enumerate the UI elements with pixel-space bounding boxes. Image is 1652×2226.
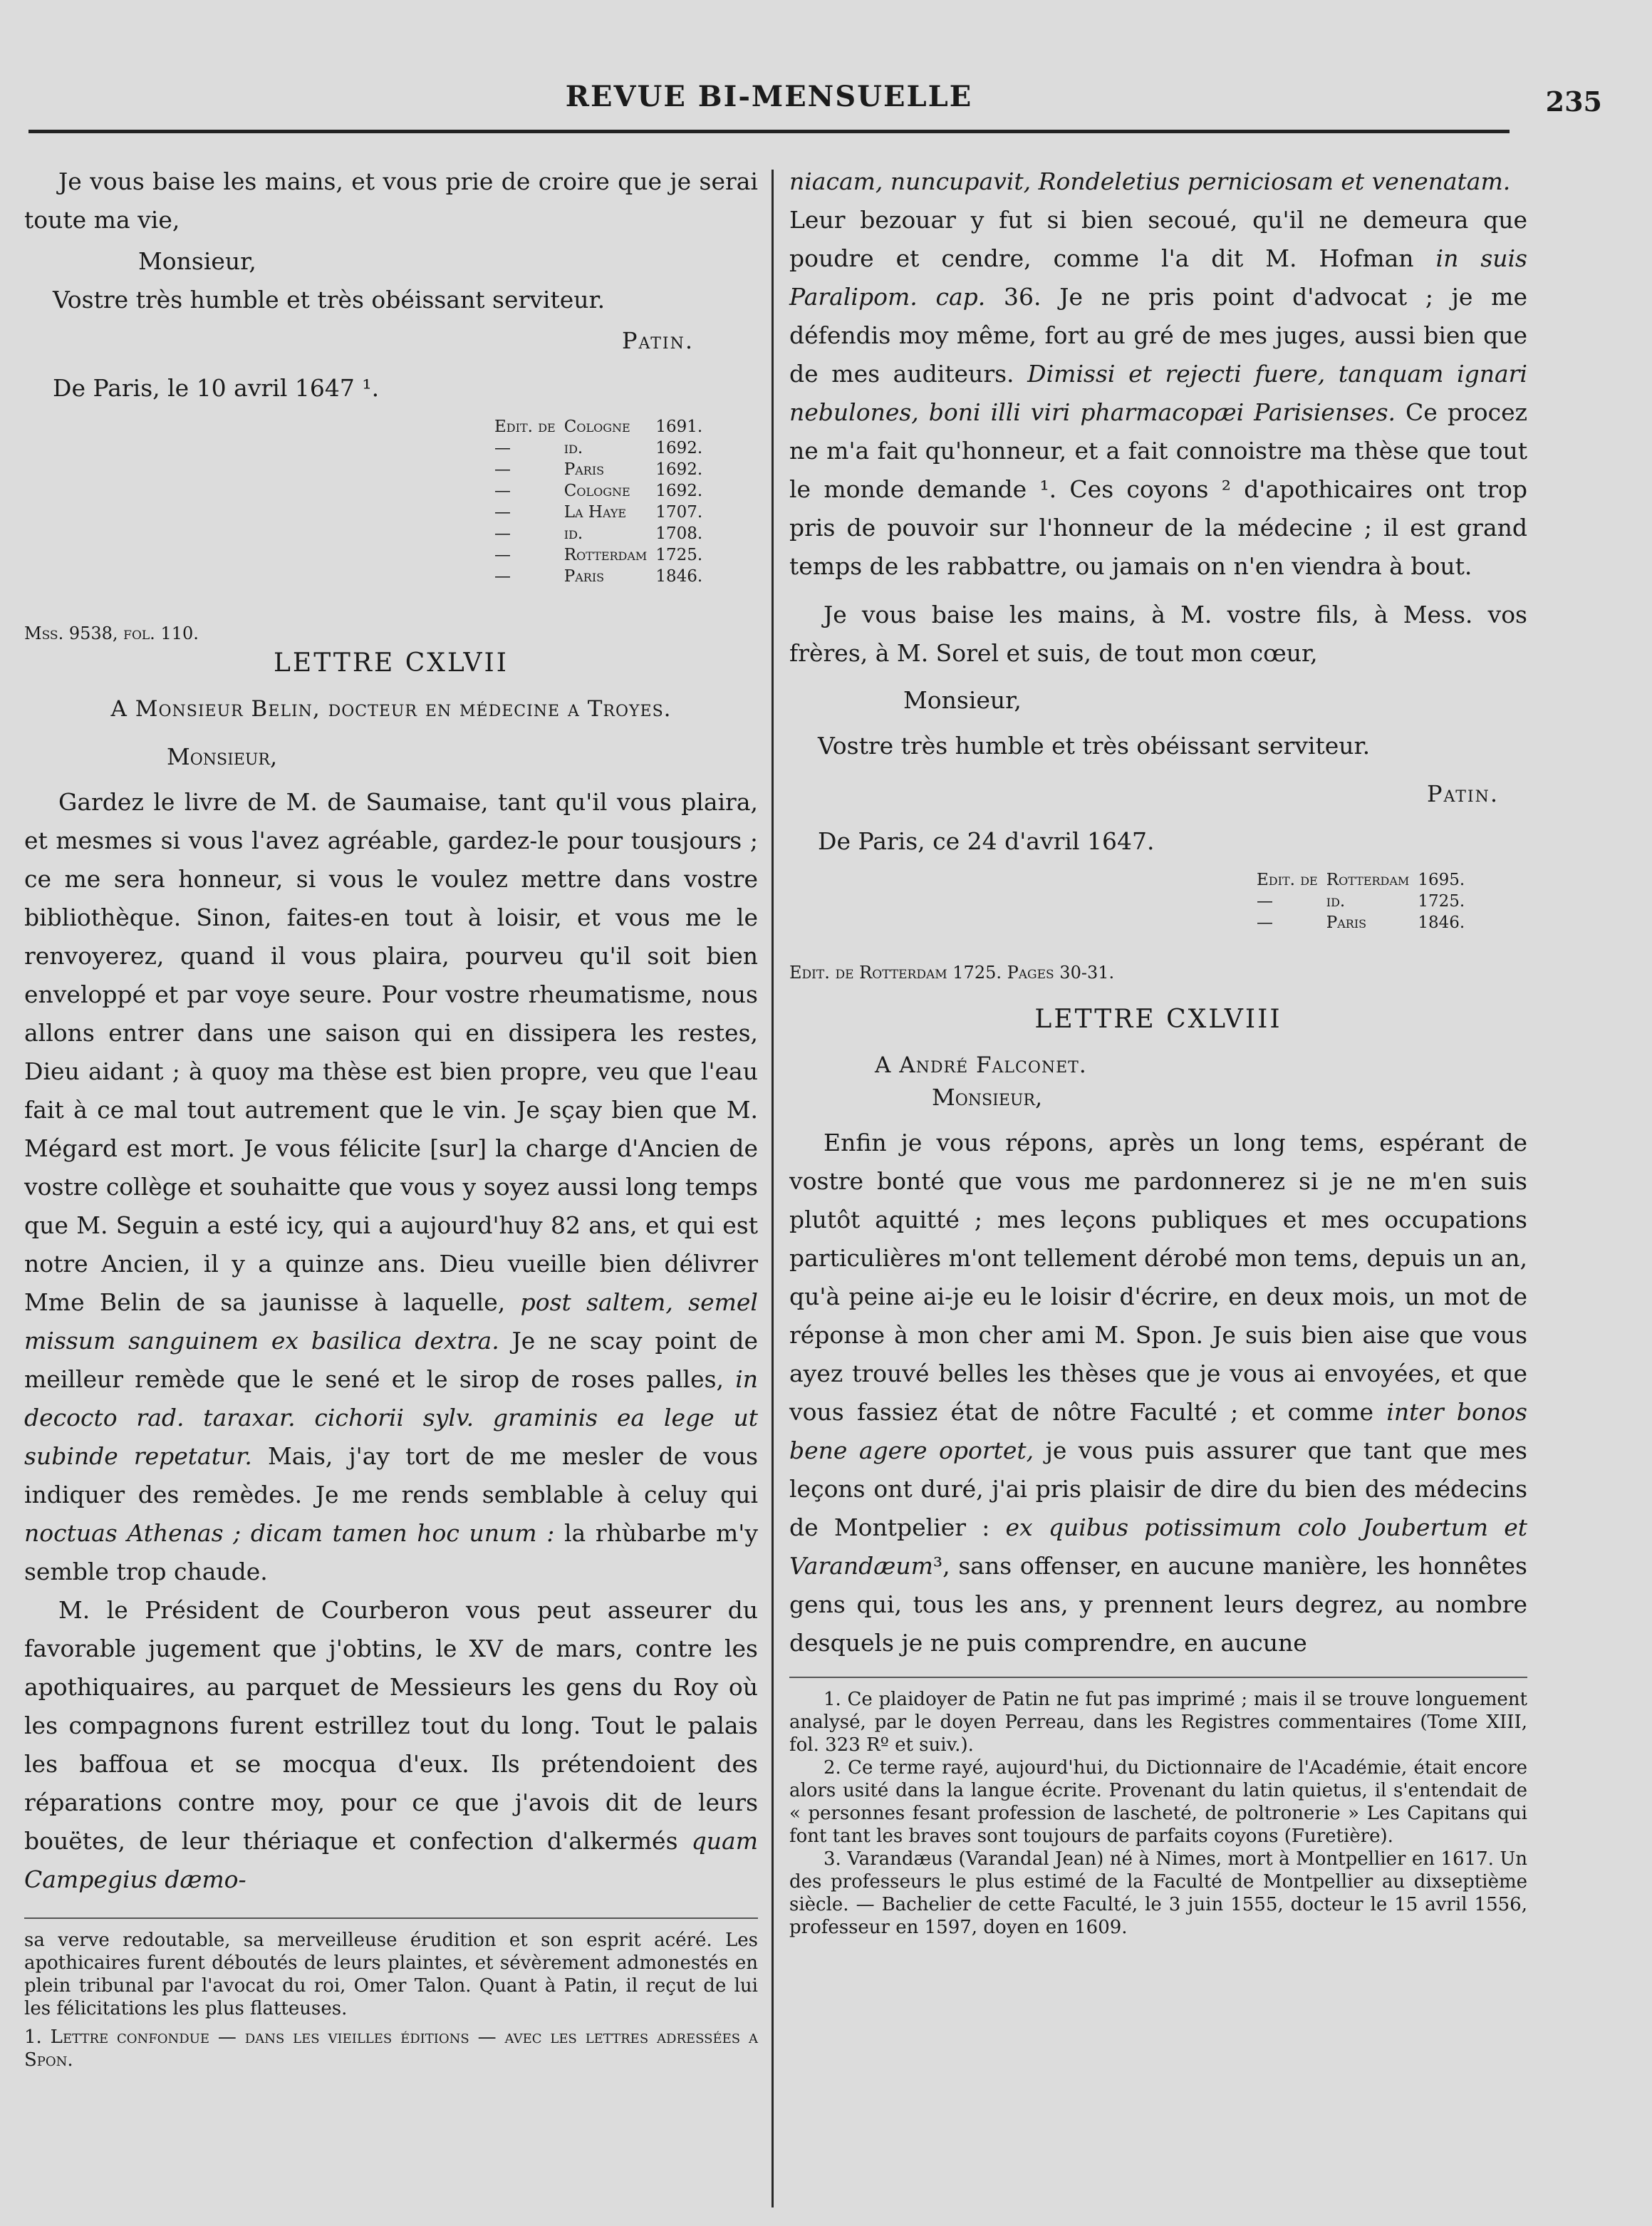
edition-row: Edit. de Rotterdam 1695. bbox=[1257, 871, 1465, 889]
edition-row: — id. 1725. bbox=[1257, 892, 1465, 911]
footnote: 3. Varandæus (Varandal Jean) né à Nimes, mort à Montpellier en 1617. Un des professeurs le plus estimé de la Faculté de Montpellier au dixseptième siècle. — Bachelier de cette Faculté, le 3 juin 1555, docteur le 15 avril 1556, professeur en 1597, doyen en 1609. bbox=[789, 1848, 1527, 1938]
footnote: 1. Lettre confondue — dans les vieilles éditions — avec les lettres adressées a Spon. bbox=[24, 2026, 758, 2071]
closing-formula: Vostre très humble et très obéissant serviteur. bbox=[818, 732, 1371, 760]
paragraph: Je vous baise les mains, à M. vostre fils, à Mess. vos frères, à M. Sorel et suis, de tout mon cœur, bbox=[789, 601, 1527, 667]
letter-salutation: Monsieur, bbox=[932, 1084, 1043, 1111]
left-column bbox=[24, 162, 758, 2226]
footnote-continuation: sa verve redoutable, sa merveilleuse érudition et son esprit acéré. Les apothicaires furent déboutés de leurs plaintes, et sévèrement admonestés en plein tribunal par l'avocat du roi, Omer Talon. Quant à Patin, il reçut de lui les félicitations les plus flatteuses. bbox=[24, 1930, 758, 2019]
closing-salutation: Monsieur, bbox=[903, 686, 1022, 714]
paragraph: M. le Président de Courberon vous peut asseurer du favorable jugement que j'obtins, le XV de mars, contre les apothiquaires, au parquet de Messieurs les gens du Roy où les compagnons furent estrillez tout du long. Tout le palais les baffoua et se mocqua d'eux. Ils prétendoient des réparations contre moy, pour ce que j'avois dit de leurs bouëtes, de leur thériaque et confection d'alkermés quam Campegius dæmo- bbox=[24, 1596, 759, 1893]
paragraph: Gardez le livre de M. de Saumaise, tant qu'il vous plaira, et mesmes si vous l'avez agréable, gardez-le pour tousjours ; ce me sera honneur, si vous le voulez mettre dans vostre bibliothèque. Sinon, faites-en tout à loisir, et vous me le renvoyerez, quand il vous plaira, pourveu qu'il soit bien enveloppé et par voye seure. Pour vostre rheumatisme, nous allons entrer dans une saison qui en dissipera les restes, Dieu aidant ; à quoy ma thèse est bien propre, veu que l'eau fait à ce mal tout autrement que le vin. Je sçay bien que M. Mégard est mort. Je vous félicite [sur] la charge d'Ancien de vostre collège et souhaitte que vous y soyez aussi long temps que M. Seguin a esté icy, qui a aujourd'huy 82 ans, et qui est notre Ancien, il y a quinze ans. Dieu vueille bien délivrer Mme Belin de sa jaunisse à laquelle, post saltem, semel missum sanguinem ex basilica dextra. Je ne scay point de meilleur remède que le sené et le sirop de roses palles, in decocto rad. taraxar. cichorii sylv. graminis ea lege ut subinde repetatur. Mais, j'ay tort de me mesler de vous indiquer des remèdes. Je me rends semblable à celuy qui noctuas Athenas ; dicam tamen hoc unum : la rhùbarbe m'y semble trop chaude. bbox=[24, 788, 759, 1585]
edition-row: — Paris 1692. bbox=[494, 460, 703, 479]
letter-address: A Monsieur Belin, docteur en médecine a Troyes. bbox=[110, 696, 672, 722]
dateline: De Paris, le 10 avril 1647 ¹. bbox=[53, 374, 380, 402]
footnote: 2. Ce terme rayé, aujourd'hui, du Dictionnaire de l'Académie, était encore alors usité dans la langue écrite. Provenant du latin quietus, il s'entendait de « personnes fesant profession de lascheté, de poltronerie » Les Capitans qui font tant les braves sont toujours de parfaits coyons (Furetière). bbox=[789, 1757, 1527, 1847]
edition-row: — Paris 1846. bbox=[494, 567, 703, 586]
edition-row: — Paris 1846. bbox=[1257, 913, 1465, 932]
source-ref: Edit. de Rotterdam 1725. Pages 30-31. bbox=[789, 963, 1115, 983]
column-rule bbox=[772, 170, 774, 2207]
latin-continuation: niacam, nuncupavit, Rondeletius perniciosam et venenatam. bbox=[789, 167, 1511, 195]
edition-row: Edit. de Cologne 1691. bbox=[494, 418, 703, 436]
dateline: De Paris, ce 24 d'avril 1647. bbox=[818, 827, 1155, 855]
right-column bbox=[789, 162, 1527, 2226]
letter-address: A André Falconet. bbox=[875, 1052, 1087, 1078]
edition-row: — La Haye 1707. bbox=[494, 503, 703, 522]
edition-row: — id. 1708. bbox=[494, 524, 703, 543]
journal-title: REVUE BI-MENSUELLE bbox=[565, 80, 973, 113]
footnote-separator bbox=[24, 1917, 758, 1919]
manuscript-ref: Mss. 9538, fol. 110. bbox=[24, 623, 199, 643]
paragraph: Leur bezouar y fut si bien secoué, qu'il ne demeura que poudre et cendre, comme l'a dit M. Hofman in suis Paralipom. cap. 36. Je ne pris point d'advocat ; je me défendis moy même, fort au gré de mes juges, aussi bien que de mes auditeurs. Dimissi et rejecti fuere, tanquam ignari nebulones, boni illi viri pharmacopæi Parisienses. Ce procez ne m'a fait qu'honneur, et a fait connoistre ma thèse que tout le monde demande ¹. Ces coyons ² d'apothicaires ont trop pris de pouvoir sur l'honneur de la médecine ; il est grand temps de les rabbattre, ou jamais on n'en viendra à bout. bbox=[789, 206, 1528, 580]
edition-row: — Rotterdam 1725. bbox=[494, 546, 703, 564]
footnote: 1. Ce plaidoyer de Patin ne fut pas imprimé ; mais il se trouve longuement analysé, par le doyen Perreau, dans les Registres commentaires (Tome XIII, fol. 323 Rº et suiv.). bbox=[789, 1689, 1527, 1756]
page-number: 235 bbox=[1545, 86, 1602, 118]
closing-salutation: Monsieur, bbox=[138, 247, 256, 275]
edition-row: — Cologne 1692. bbox=[494, 482, 703, 500]
letter-salutation: Monsieur, bbox=[167, 743, 278, 770]
paragraph: Enfin je vous répons, après un long tems, espérant de vostre bonté que vous me pardonnerez si je ne m'en suis plutôt aquitté ; mes leçons publiques et mes occupations particulières m'ont tellement dérobé mon tems, depuis un an, qu'à peine ai-je eu le loisir d'écrire, en deux mois, un mot de réponse à mon cher ami M. Spon. Je suis bien aise que vous ayez trouvé belles les thèses que je vous ai envoyées, et que vous fassiez état de nôtre Faculté ; et comme inter bonos bene agere oportet, je vous puis assurer que tant que mes leçons ont duré, j'ai pris plaisir de dire du bien des médecins de Montpelier : ex quibus potissimum colo Joubertum et Varandæum³, sans offenser, en aucune manière, les honnêtes gens qui, tous les ans, y prennent leurs degrez, au nombre desquels je ne puis comprendre, en aucune bbox=[789, 1129, 1527, 1657]
editions-list bbox=[490, 416, 758, 587]
letter-title: LETTRE CXLVII bbox=[274, 648, 509, 678]
signature: Patin. bbox=[621, 327, 694, 354]
letter-title: LETTRE CXLVIII bbox=[1034, 1005, 1282, 1034]
closing-line: Je vous baise les mains, et vous prie de croire que je serai toute ma vie, bbox=[24, 167, 758, 234]
editions-list bbox=[1252, 869, 1527, 933]
running-header bbox=[28, 80, 1602, 133]
closing-formula: Vostre très humble et très obéissant serviteur. bbox=[53, 286, 606, 314]
edition-row: — id. 1692. bbox=[494, 439, 703, 457]
signature: Patin. bbox=[1426, 780, 1499, 807]
footnote-separator bbox=[789, 1677, 1527, 1678]
